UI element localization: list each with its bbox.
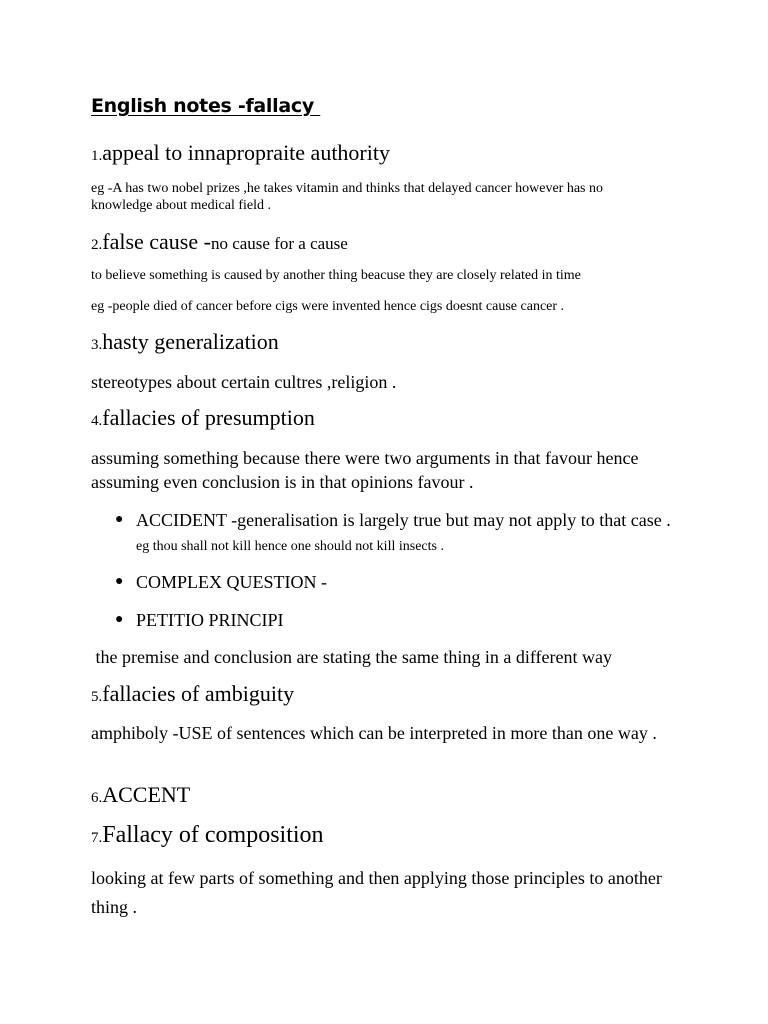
section-3-title: hasty generalization <box>102 329 279 354</box>
section-5-title: fallacies of ambiguity <box>102 681 295 706</box>
bullet-dot-icon: ● <box>115 512 124 527</box>
bullet-item <box>115 608 675 632</box>
section-5-number: 5. <box>91 689 103 705</box>
section-2-text-1: to believe something is caused by another thing beacuse they are closely related in time <box>91 268 581 283</box>
bullet-text: PETITIO PRINCIPI <box>136 610 284 630</box>
section-2-title: false cause - <box>102 229 211 254</box>
bullet-dot-icon: ● <box>115 574 124 589</box>
section-2-number: 2. <box>91 237 103 253</box>
bullet-text: COMPLEX QUESTION - <box>136 572 327 592</box>
bullet-example-text: eg thou shall not kill hence one should not kill insects . <box>136 539 444 554</box>
section-4-title: fallacies of presumption <box>102 405 315 430</box>
section-2-heading <box>91 229 348 258</box>
section-1-title: appeal to innapropraite authority <box>102 140 390 165</box>
section-5-text: amphiboly -USE of sentences which can be interpreted in more than one way . <box>91 723 657 743</box>
section-4-after-text: the premise and conclusion are stating the same thing in a different way <box>91 647 613 667</box>
bullet-item <box>115 570 675 594</box>
section-1-text: eg -A has two nobel prizes ,he takes vitamin and thinks that delayed cancer however has no knowledge about medical field . <box>91 181 604 213</box>
section-7-number: 7. <box>91 830 103 846</box>
section-2-subtitle: no cause for a cause <box>210 234 348 253</box>
section-4-number: 4. <box>91 413 103 429</box>
bullet-dot-icon: ● <box>115 612 124 627</box>
section-5-heading <box>91 681 294 710</box>
section-7-text: looking at few parts of something and then applying those principles to another thing . <box>91 868 662 917</box>
bullet-main-text: ACCIDENT -generalisation is largely true but may not apply to that case . <box>136 510 671 530</box>
section-1-heading <box>91 140 390 169</box>
section-3-text: stereotypes about certain cultres ,religion . <box>91 372 397 392</box>
section-6-title: ACCENT <box>102 782 191 807</box>
section-6-number: 6. <box>91 790 103 806</box>
section-1-number: 1. <box>91 148 103 164</box>
section-7-heading <box>91 821 324 852</box>
section-2-text-2: eg -people died of cancer before cigs were invented hence cigs doesnt cause cancer . <box>91 299 565 314</box>
section-4-text: assuming something because there were two arguments in that favour hence assuming even conclusion is in that opinions favour . <box>91 448 639 492</box>
section-7-title: Fallacy of composition <box>102 822 324 848</box>
section-4-heading <box>91 405 315 434</box>
section-3-number: 3. <box>91 337 103 353</box>
bullet-item <box>115 508 675 559</box>
section-6-heading <box>91 782 190 811</box>
page-title: English notes -fallacy <box>91 95 321 117</box>
bullet-text <box>136 508 675 559</box>
section-3-heading <box>91 329 279 358</box>
